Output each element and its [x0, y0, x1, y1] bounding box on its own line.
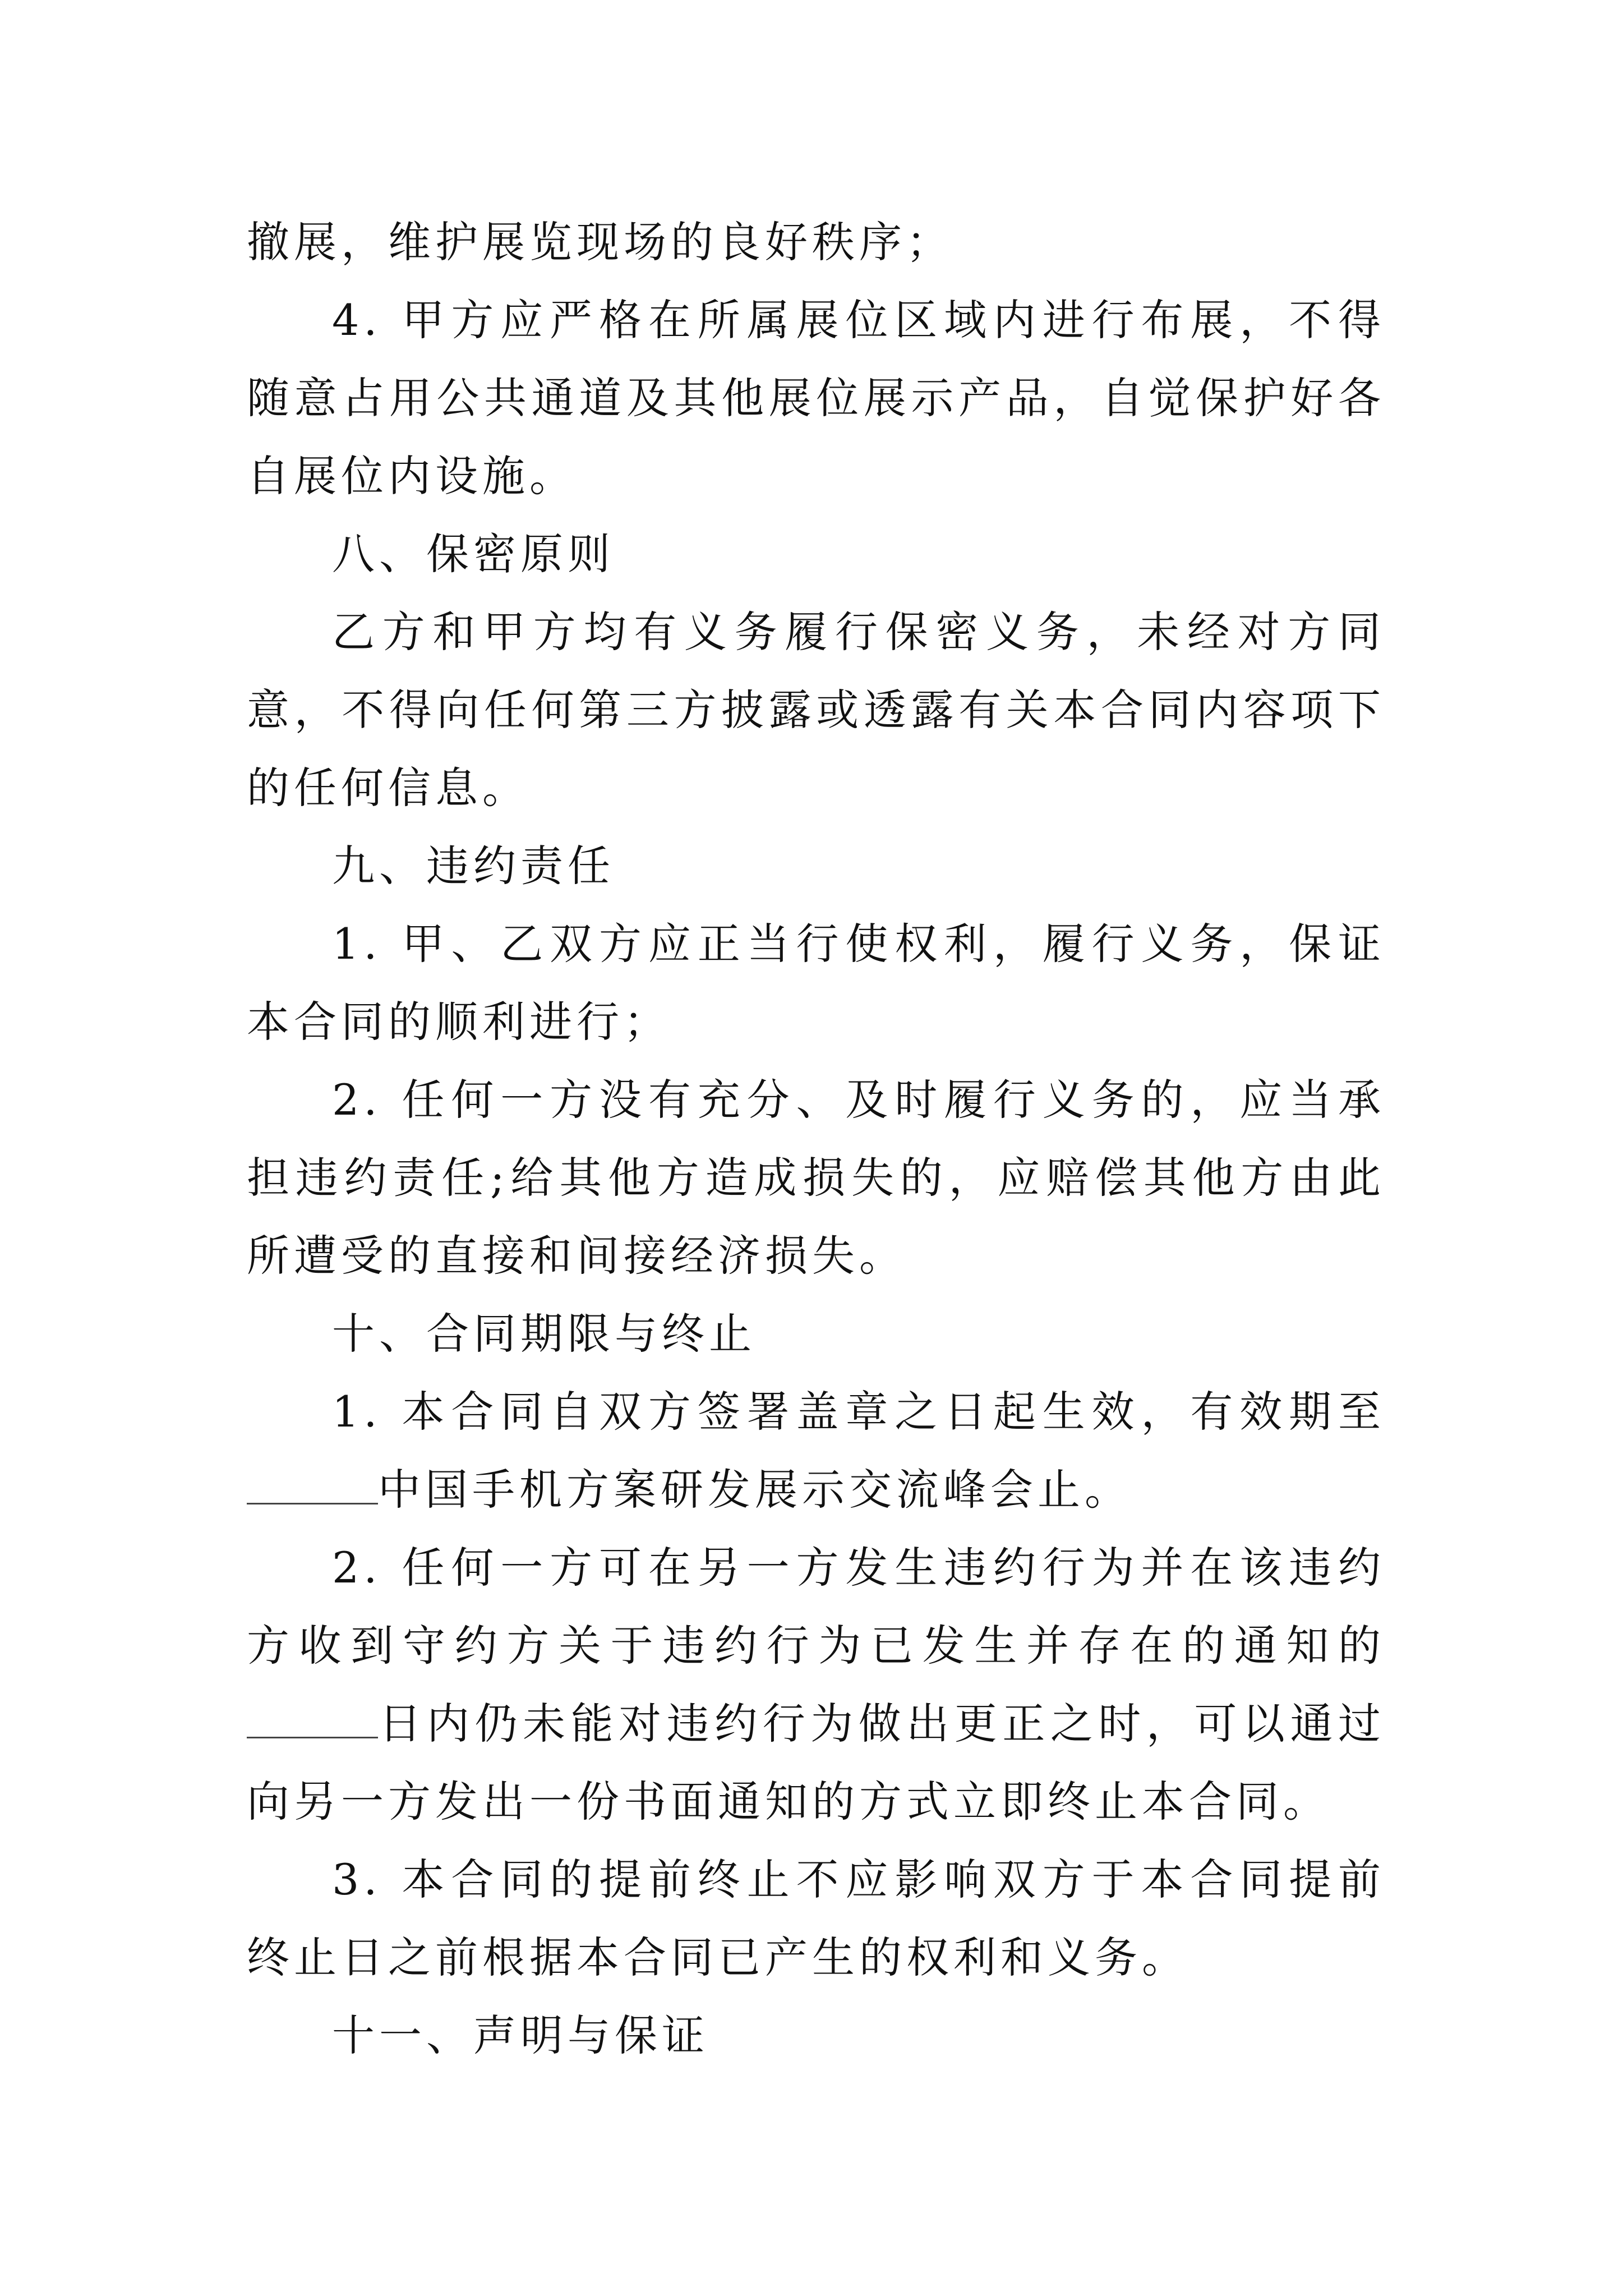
- section-heading-10: 十、合同期限与终止: [332, 1309, 756, 1359]
- section-heading-9: 九、违约责任: [332, 841, 615, 891]
- blank-field-days: [247, 1694, 378, 1738]
- paragraph-term-3: 3. 本合同的提前终止不应影响双方于本合同提前终止日之前根据本合同已产生的权利和义务。: [247, 1855, 1385, 1982]
- section-heading-11: 十一、声明与保证: [332, 2010, 709, 2060]
- paragraph-liability-1: 1. 甲、乙双方应正当行使权利，履行义务，保证本合同的顺利进行；: [247, 919, 1385, 1047]
- paragraph-continuation: 撤展，维护展览现场的良好秩序；: [247, 217, 953, 267]
- paragraph-term-2: [247, 1529, 1385, 1841]
- term-2-text-a: 2. 任何一方可在另一方发生违约行为并在该违约方收到守约方关于违约行为已发生并存在的通知的: [247, 1543, 1385, 1671]
- blank-field-validity-date: [247, 1460, 378, 1504]
- term-1-text-b: 中国手机方案研发展示交流峰会止。: [378, 1465, 1132, 1515]
- paragraph-term-1: [247, 1373, 1385, 1529]
- paragraph-liability-2: 2. 任何一方没有充分、及时履行义务的，应当承担违约责任;给其他方造成损失的，应赔偿其他方由此所遭受的直接和间接经济损失。: [247, 1075, 1385, 1281]
- term-1-text-a: 1. 本合同自双方签署盖章之日起生效，有效期至: [332, 1387, 1385, 1437]
- document-body: [247, 203, 1385, 2074]
- term-2-text-b: 日内仍未能对违约行为做出更正之时，可以通过向另一方发出一份书面通知的方式立即终止本合同。: [247, 1699, 1385, 1826]
- paragraph-clause-4: 4. 甲方应严格在所属展位区域内进行布展，不得随意占用公共通道及其他展位展示产品，自觉保护好各自展位内设施。: [247, 295, 1385, 501]
- paragraph-confidentiality: 乙方和甲方均有义务履行保密义务，未经对方同意，不得向任何第三方披露或透露有关本合同内容项下的任何信息。: [247, 607, 1385, 813]
- section-heading-8: 八、保密原则: [332, 529, 615, 579]
